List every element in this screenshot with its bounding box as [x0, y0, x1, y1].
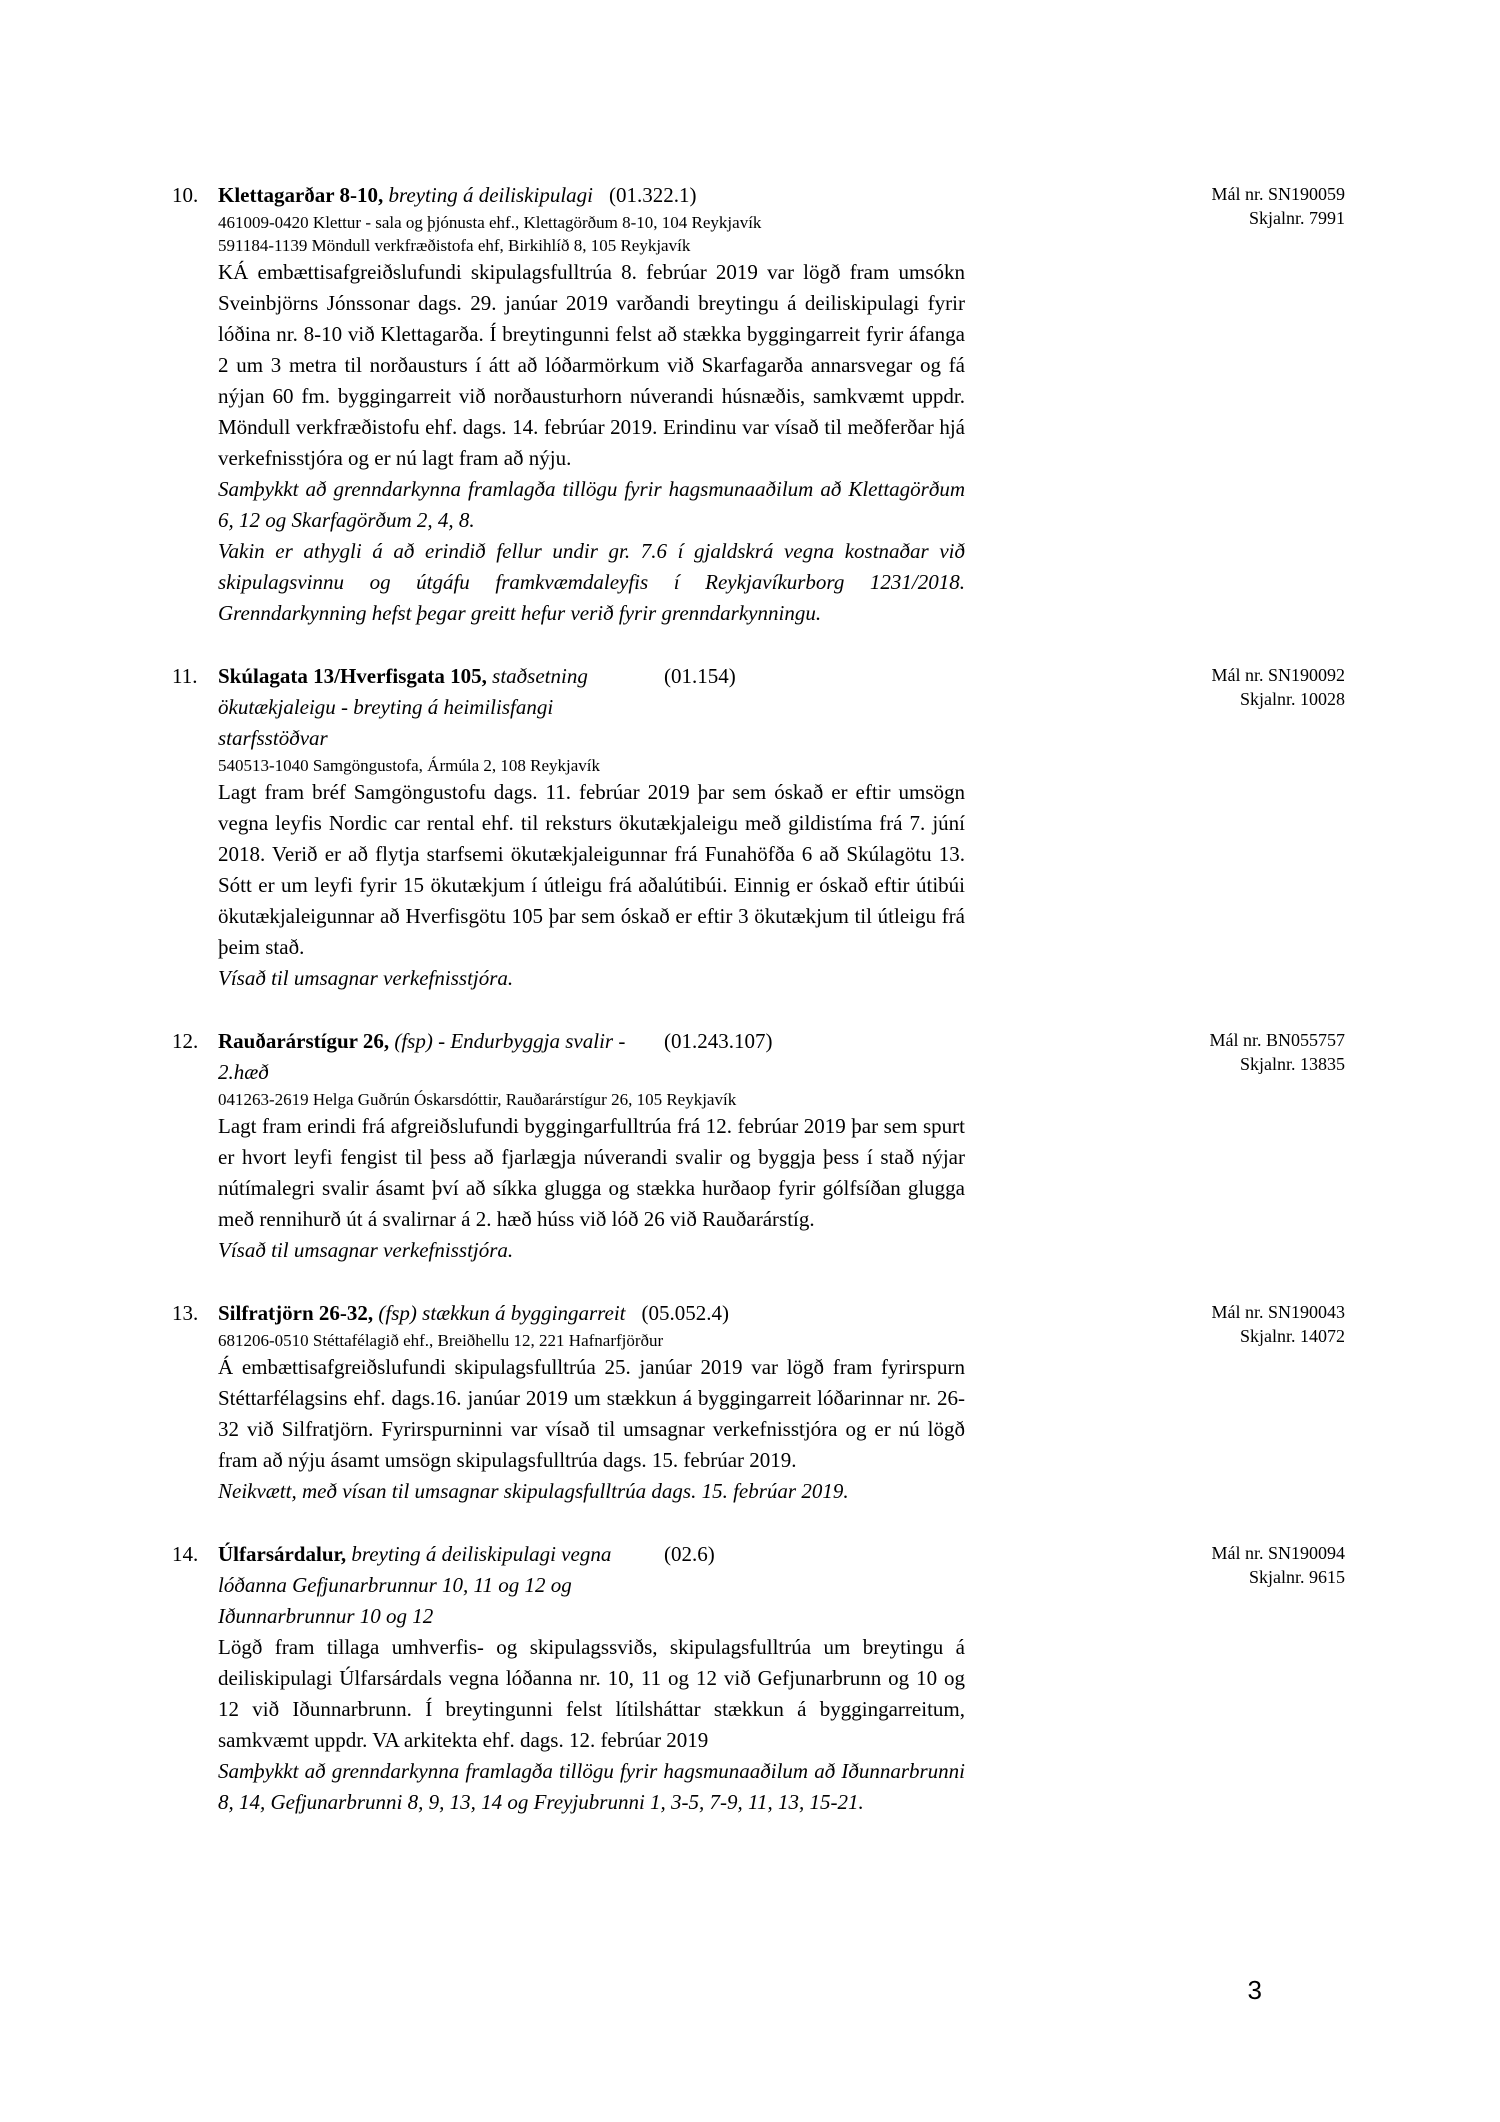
- item-number: 12.: [172, 1029, 199, 1053]
- item-content: [218, 180, 965, 629]
- item-title: [218, 661, 664, 754]
- item-title: [218, 180, 609, 211]
- item-heading: [218, 1298, 965, 1329]
- item-code: (01.322.1): [609, 183, 697, 207]
- item-body: Lagt fram bréf Samgöngustofu dags. 11. febrúar 2019 þar sem óskað er eftir umsögn vegna leyfis Nordic car rental ehf. til reksturs ökutækjaleigu með gildistíma frá 7. júní 2018. Verið er að flytja starfsemi ökutækjaleigunnar frá Funahöfða 6 að Skúlagötu 13. Sótt er um leyfi fyrir 15 ökutækjum í útleigu frá aðalútibúi. Einnig er óskað eftir útibúi ökutækjaleigunnar að Hverfisgötu 105 þar sem óskað er eftir 3 ökutækjum til útleigu frá þeim stað.: [218, 780, 965, 959]
- item-heading: [218, 1539, 965, 1632]
- case-number: Mál nr. SN190094: [1211, 1543, 1345, 1563]
- case-number: Mál nr. SN190043: [1211, 1302, 1345, 1322]
- case-numbers: [1211, 1300, 1345, 1348]
- page-number: 3: [1247, 1975, 1262, 2005]
- document-number: Skjalnr. 13835: [1239, 1054, 1345, 1074]
- item-heading: [218, 180, 965, 211]
- agenda-item-13: [0, 1298, 1500, 1507]
- item-content: [218, 1026, 965, 1266]
- item-title-bold: Úlfarsárdalur,: [218, 1542, 347, 1566]
- item-code: (01.243.107): [664, 1029, 773, 1053]
- case-numbers: [1211, 663, 1345, 711]
- item-title-subtitle: (fsp) stækkun á byggingarreit: [378, 1301, 626, 1325]
- item-title-subtitle: (fsp) - Endurbyggja svalir - 2.hæð: [218, 1029, 626, 1084]
- item-title: [218, 1539, 664, 1632]
- party-line: 540513-1040 Samgöngustofa, Ármúla 2, 108 Reykjavík: [218, 756, 600, 775]
- case-numbers: [1211, 182, 1345, 230]
- item-number: 14.: [172, 1542, 199, 1566]
- item-decision: Neikvætt, með vísan til umsagnar skipulagsfulltrúa dags. 15. febrúar 2019.: [218, 1479, 849, 1503]
- item-body: KÁ embættisafgreiðslufundi skipulagsfulltrúa 8. febrúar 2019 var lögð fram umsókn Sveinbjörns Jónssonar dags. 29. janúar 2019 varðandi breytingu á deiliskipulagi fyrir lóðina nr. 8-10 við Klettagarða. Í breytingunni felst að stækka byggingarreit fyrir áfanga 2 um 3 metra til norðausturs í átt að lóðarmörkum við Skarfagarða annarsvegar og fá nýjan 60 fm. byggingarreit við norðausturhorn núverandi húsnæðis, samkvæmt uppdr. Möndull verkfræðistofu ehf. dags. 14. febrúar 2019. Erindinu var vísað til meðferðar hjá verkefnisstjóra og er nú lagt fram að nýju.: [218, 260, 965, 470]
- case-number: Mál nr. SN190092: [1211, 665, 1345, 685]
- case-numbers: [1211, 1541, 1345, 1589]
- item-content: [218, 1298, 965, 1507]
- case-numbers: [1209, 1028, 1345, 1076]
- agenda-item-12: [0, 1026, 1500, 1266]
- document-number: Skjalnr. 7991: [1248, 208, 1345, 228]
- item-title-subtitle: breyting á deiliskipulagi: [388, 183, 594, 207]
- agenda-item-14: [0, 1539, 1500, 1818]
- item-decision: Vísað til umsagnar verkefnisstjóra.: [218, 1238, 514, 1262]
- item-title-subtitle: breyting á deiliskipulagi vegna lóðanna Gefjunarbrunnur 10, 11 og 12 og Iðunnarbrunnur 10 og 12: [218, 1542, 612, 1628]
- case-number: Mál nr. SN190059: [1211, 184, 1345, 204]
- document-number: Skjalnr. 9615: [1248, 1567, 1345, 1587]
- document-number: Skjalnr. 14072: [1239, 1326, 1345, 1346]
- item-body: Lagt fram erindi frá afgreiðslufundi byggingarfulltrúa frá 12. febrúar 2019 þar sem spurt er hvort leyfi fengist til þess að fjarlægja núverandi svalir og byggja þess í stað nýjar nútímalegri svalir ásamt því að síkka glugga og stækka hurðaop fyrir gólfsíðan glugga með rennihurð út á svalirnar á 2. hæð húss við lóð 26 við Rauðarárstíg.: [218, 1114, 965, 1231]
- item-title: [218, 1298, 642, 1329]
- item-heading: [218, 661, 965, 754]
- party-line: 591184-1139 Möndull verkfræðistofa ehf, Birkihlíð 8, 105 Reykjavík: [218, 236, 691, 255]
- item-number: 11.: [172, 664, 198, 688]
- item-title-subtitle: staðsetning ökutækjaleigu - breyting á heimilisfangi starfsstöðvar: [218, 664, 588, 750]
- party-line: 681206-0510 Stéttafélagið ehf., Breiðhellu 12, 221 Hafnarfjörður: [218, 1331, 664, 1350]
- item-title-bold: Rauðarárstígur 26,: [218, 1029, 390, 1053]
- item-body: Lögð fram tillaga umhverfis- og skipulagssviðs, skipulagsfulltrúa um breytingu á deiliskipulagi Úlfarsárdals vegna lóðanna nr. 10, 11 og 12 við Gefjunarbrunn og 10 og 12 við Iðunnarbrunn. Í breytingunni felst lítilsháttar stækkun á byggingarreitum, samkvæmt uppdr. VA arkitekta ehf. dags. 12. febrúar 2019: [218, 1635, 965, 1752]
- item-body: Á embættisafgreiðslufundi skipulagsfulltrúa 25. janúar 2019 var lögð fram fyrirspurn Stéttarfélagsins ehf. dags.16. janúar 2019 um stækkun á byggingarreit lóðarinnar nr. 26-32 við Silfratjörn. Fyrirspurninni var vísað til umsagnar verkefnisstjóra og er nú lögð fram að nýju ásamt umsögn skipulagsfulltrúa dags. 15. febrúar 2019.: [218, 1355, 965, 1472]
- agenda-item-11: [0, 661, 1500, 994]
- item-code: (01.154): [664, 664, 736, 688]
- item-decision: Vakin er athygli á að erindið fellur undir gr. 7.6 í gjaldskrá vegna kostnaðar við skipulagsvinnu og útgáfu framkvæmdaleyfis í Reykjavíkurborg 1231/2018. Grenndarkynning hefst þegar greitt hefur verið fyrir grenndarkynningu.: [218, 539, 965, 625]
- item-code: (05.052.4): [641, 1301, 730, 1325]
- item-number: 13.: [172, 1301, 199, 1325]
- item-content: [218, 661, 965, 994]
- item-title: [218, 1026, 664, 1088]
- item-title-bold: Klettagarðar 8-10,: [218, 183, 384, 207]
- item-content: [218, 1539, 965, 1818]
- party-line: 461009-0420 Klettur - sala og þjónusta ehf., Klettagörðum 8-10, 104 Reykjavík: [218, 213, 762, 232]
- agenda-item-10: [0, 180, 1500, 629]
- item-heading: [218, 1026, 965, 1088]
- item-title-bold: Skúlagata 13/Hverfisgata 105,: [218, 664, 487, 688]
- case-number: Mál nr. BN055757: [1209, 1030, 1345, 1050]
- item-title-bold: Silfratjörn 26-32,: [218, 1301, 374, 1325]
- item-code: (02.6): [664, 1542, 715, 1566]
- item-decision: Samþykkt að grenndarkynna framlagða tillögu fyrir hagsmunaaðilum að Klettagörðum 6, 12 og Skarfagörðum 2, 4, 8.: [218, 477, 965, 532]
- document-number: Skjalnr. 10028: [1239, 689, 1345, 709]
- item-decision: Samþykkt að grenndarkynna framlagða tillögu fyrir hagsmunaaðilum að Iðunnarbrunni 8, 14, Gefjunarbrunni 8, 9, 13, 14 og Freyjubrunni 1, 3-5, 7-9, 11, 13, 15-21.: [218, 1759, 965, 1814]
- party-line: 041263-2619 Helga Guðrún Óskarsdóttir, Rauðarárstígur 26, 105 Reykjavík: [218, 1090, 737, 1109]
- item-decision: Vísað til umsagnar verkefnisstjóra.: [218, 966, 514, 990]
- item-number: 10.: [172, 183, 199, 207]
